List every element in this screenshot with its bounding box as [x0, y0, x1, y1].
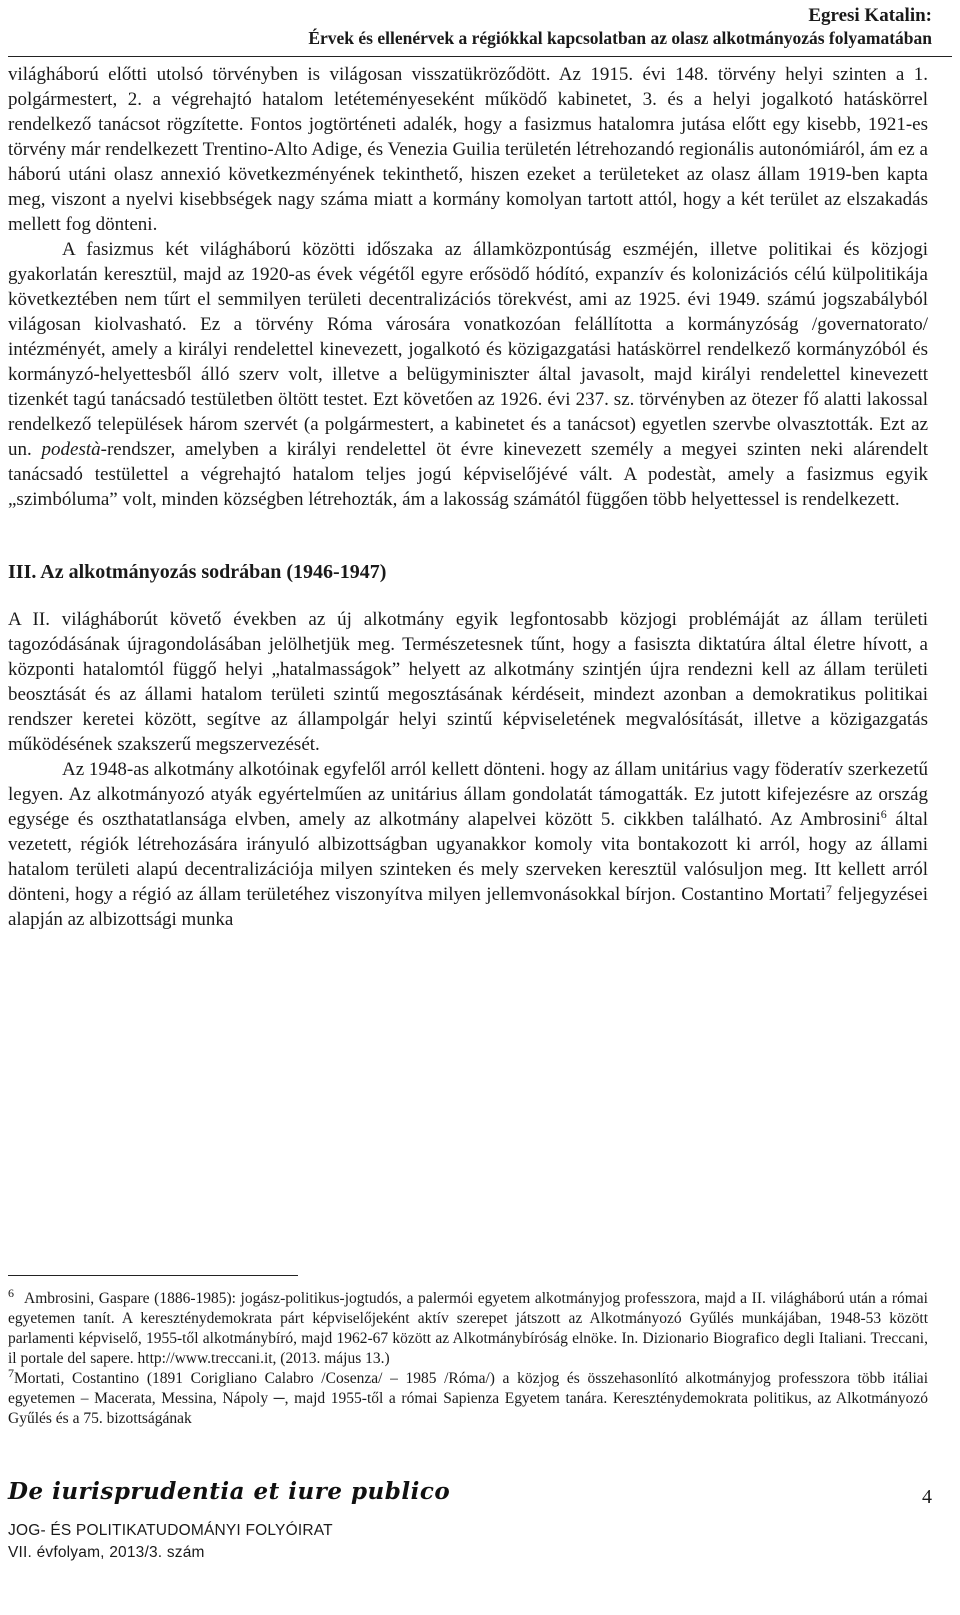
paragraph-2-text-b: -rendszer, amelyben a királyi rendelettel öt évre kinevezett személy a megyei szinten neki alárendelt tanácsadó testülettel a végrehajtó hatalom teljes jogú képviselőjévé vált. A podestàt, amely a fasizmus egyik „szimbóluma” volt, minden községben létrehozták, ám a lakosság számától függően több helyettessel is rendelkezett. [8, 439, 928, 510]
paragraph-3 [8, 607, 928, 757]
footnote-divider [8, 1275, 298, 1276]
footnote-7-number: 7 [8, 1366, 14, 1380]
paragraph-4-text-b: által vezetett, régiók létrehozására irányuló albizottságban ugyanakkor komoly vita bontakozott ki arról, hogy az állami hatalom területi alapú decentralizációja milyen szinteken és mely szerveken keresztül valósuljon meg. Itt kellett arról dönteni, hogy a régió az állam területéhez viszonyítva milyen jellemvonásokkal bírjon. Costantino Mortati [8, 809, 928, 905]
footnotes [8, 1286, 928, 1429]
running-header [308, 4, 932, 50]
podesta-italic: podestà [41, 439, 101, 460]
header-divider [8, 56, 952, 57]
header-article-title: Érvek és ellenérvek a régiókkal kapcsolatban az olasz alkotmányozás folyamatában [308, 28, 932, 48]
journal-name: JOG- ÉS POLITIKATUDOMÁNYI FOLYÓIRAT [8, 1522, 333, 1539]
paragraph-2 [8, 237, 928, 512]
footnote-6 [8, 1286, 928, 1369]
spacer [8, 512, 928, 560]
journal-issue: VII. évfolyam, 2013/3. szám [8, 1544, 205, 1561]
paragraph-4 [8, 757, 928, 932]
paragraph-1 [8, 62, 928, 237]
footnote-6-text: Ambrosini, Gaspare (1886-1985): jogász-politikus-jogtudós, a palermói egyetem alkotmányjog professzora, majd a II. világháború után a római egyetemen tanít. A kereszténydemokrata párt képviselőjeként aktív szerepet játszott az Alkotmányozó Gyűlés munkájában, 1948-53 között parlamenti képviselő, 1955-től alkotmánybíró, majd 1962-67 között az Alkotmánybíróság elnöke. In. Dizionario Biografico degli Italiani. Treccani, il portale del sapere. http://www.treccani.it, (2013. május 13.) [8, 1290, 928, 1367]
footnote-ref-6[interactable]: 6 [880, 807, 887, 821]
footnote-7 [8, 1366, 928, 1429]
page-number: 4 [922, 1486, 932, 1508]
footnote-7-text: Mortati, Costantino (1891 Corigliano Calabro /Cosenza/ – 1985 /Róma/) a közjog és összehasonlító alkotmányjog professzora több itáliai egyetemen – Macerata, Messina, Nápoly ─, majd 1955-től a római Sapienza Egyetem tanára. Kereszténydemokrata politikus, az Alkotmányozó Gyűlés és a 75. bizottságának [8, 1370, 928, 1427]
footnote-ref-7[interactable]: 7 [825, 882, 832, 896]
paragraph-2-text-a: A fasizmus két világháború közötti időszaka az államközpontúság eszméjén, illetve politikai és közjogi gyakorlatán keresztül, majd az 1920-as évek végétől egyre erősödő hódító, expanzív és kolonizációs célú külpolitikája következtében nem tűrt el semmilyen területi decentralizációs törekvést, ami az 1925. évi 1949. számú jogszabályból világosan kiolvasható. Ez a törvény Róma városára vonatkozóan felállította a kormányzóság /governatorato/ intézményét, amely a királyi rendelettel kinevezett, jogalkotó és közigazgatási hatáskörrel rendelkező kormányzóból és kormányzó-helyettesből álló szerv volt, illetve a belügyminiszter által javasolt, majd királyi rendelettel kinevezett tizenkét tagú tanácsadó testületben öltött testet. Ezt követően az 1926. évi 237. sz. törvényben az ötezer fő alatti lakossal rendelkező települések három szervét (a polgármestert, a kabinetet és a tanácsot) egyetlen szervbe olvasztották. Ezt az un. [8, 239, 928, 460]
paragraph-4-text-c: feljegyzései alapján az albizottsági munka [8, 884, 928, 930]
spacer [8, 585, 928, 607]
journal-logo: De iurisprudentia et iure publico [8, 1478, 451, 1505]
paragraph-4-text-a: Az 1948-as alkotmány alkotóinak egyfelől arról kellett dönteni. hogy az állam unitárius vagy föderatív szerkezetű legyen. Az alkotmányozó atyák egyértelműen az unitárius állam gondolatát támogatták. Ez jutott kifejezésre az ország egysége és oszthatatlansága elvben, amely az alkotmány alapelvei között 5. cikkben található. Az Ambrosini [8, 759, 928, 830]
paragraph-3-text: A II. világháborút követő években az új alkotmány egyik legfontosabb közjogi problémáját az állam területi tagozódásának újragondolásában jelölhetjük meg. Természetesnek tűnt, hogy a fasiszta diktatúra által életre hívott, a központi hatalomtól függő helyi „hatalmasságok” helyett az alkotmány szintjén újra rendezni kell az állam területi beosztását és az állami hatalom területi szintű megosztásának kérdéseit, mindezt azonban a demokratikus politikai rendszer keretei között, segítve az állampolgár helyi szintű képviseletének megvalósítását, illetve a közigazgatás működésének szakszerű megszervezését. [8, 609, 928, 755]
section-heading: III. Az alkotmányozás sodrában (1946-1947) [8, 561, 387, 583]
paragraph-1-text: világháború előtti utolsó törvényben is világosan visszatükröződött. Az 1915. évi 148. törvény helyi szinten a 1. polgármestert, 2. a végrehajtó hatalom letéteményeseként működő kabinetet, 3. és a helyi jogalkotó hatáskörrel rendelkező tanácsot rögzítette. Fontos jogtörténeti adalék, hogy a fasizmus hatalomra jutása előtt egy kisebb, 1921-es törvény már rendelkezett Trentino-Alto Adige, és Venezia Guilia területén létrehozandó regionális autonómiáról, ám ez a háború utáni olasz annexió következményének tekinthető, hiszen ezeket a területeket az olasz állam 1919-ben kapta meg, viszont a nyelvi kisebbségek nagy száma miatt a kormány komolyan tartott attól, hogy a két terület az elszakadás mellett fog dönteni. [8, 64, 928, 235]
header-author: Egresi Katalin: [808, 5, 932, 26]
footnote-6-number: 6 [8, 1286, 14, 1300]
article-body [8, 62, 928, 932]
